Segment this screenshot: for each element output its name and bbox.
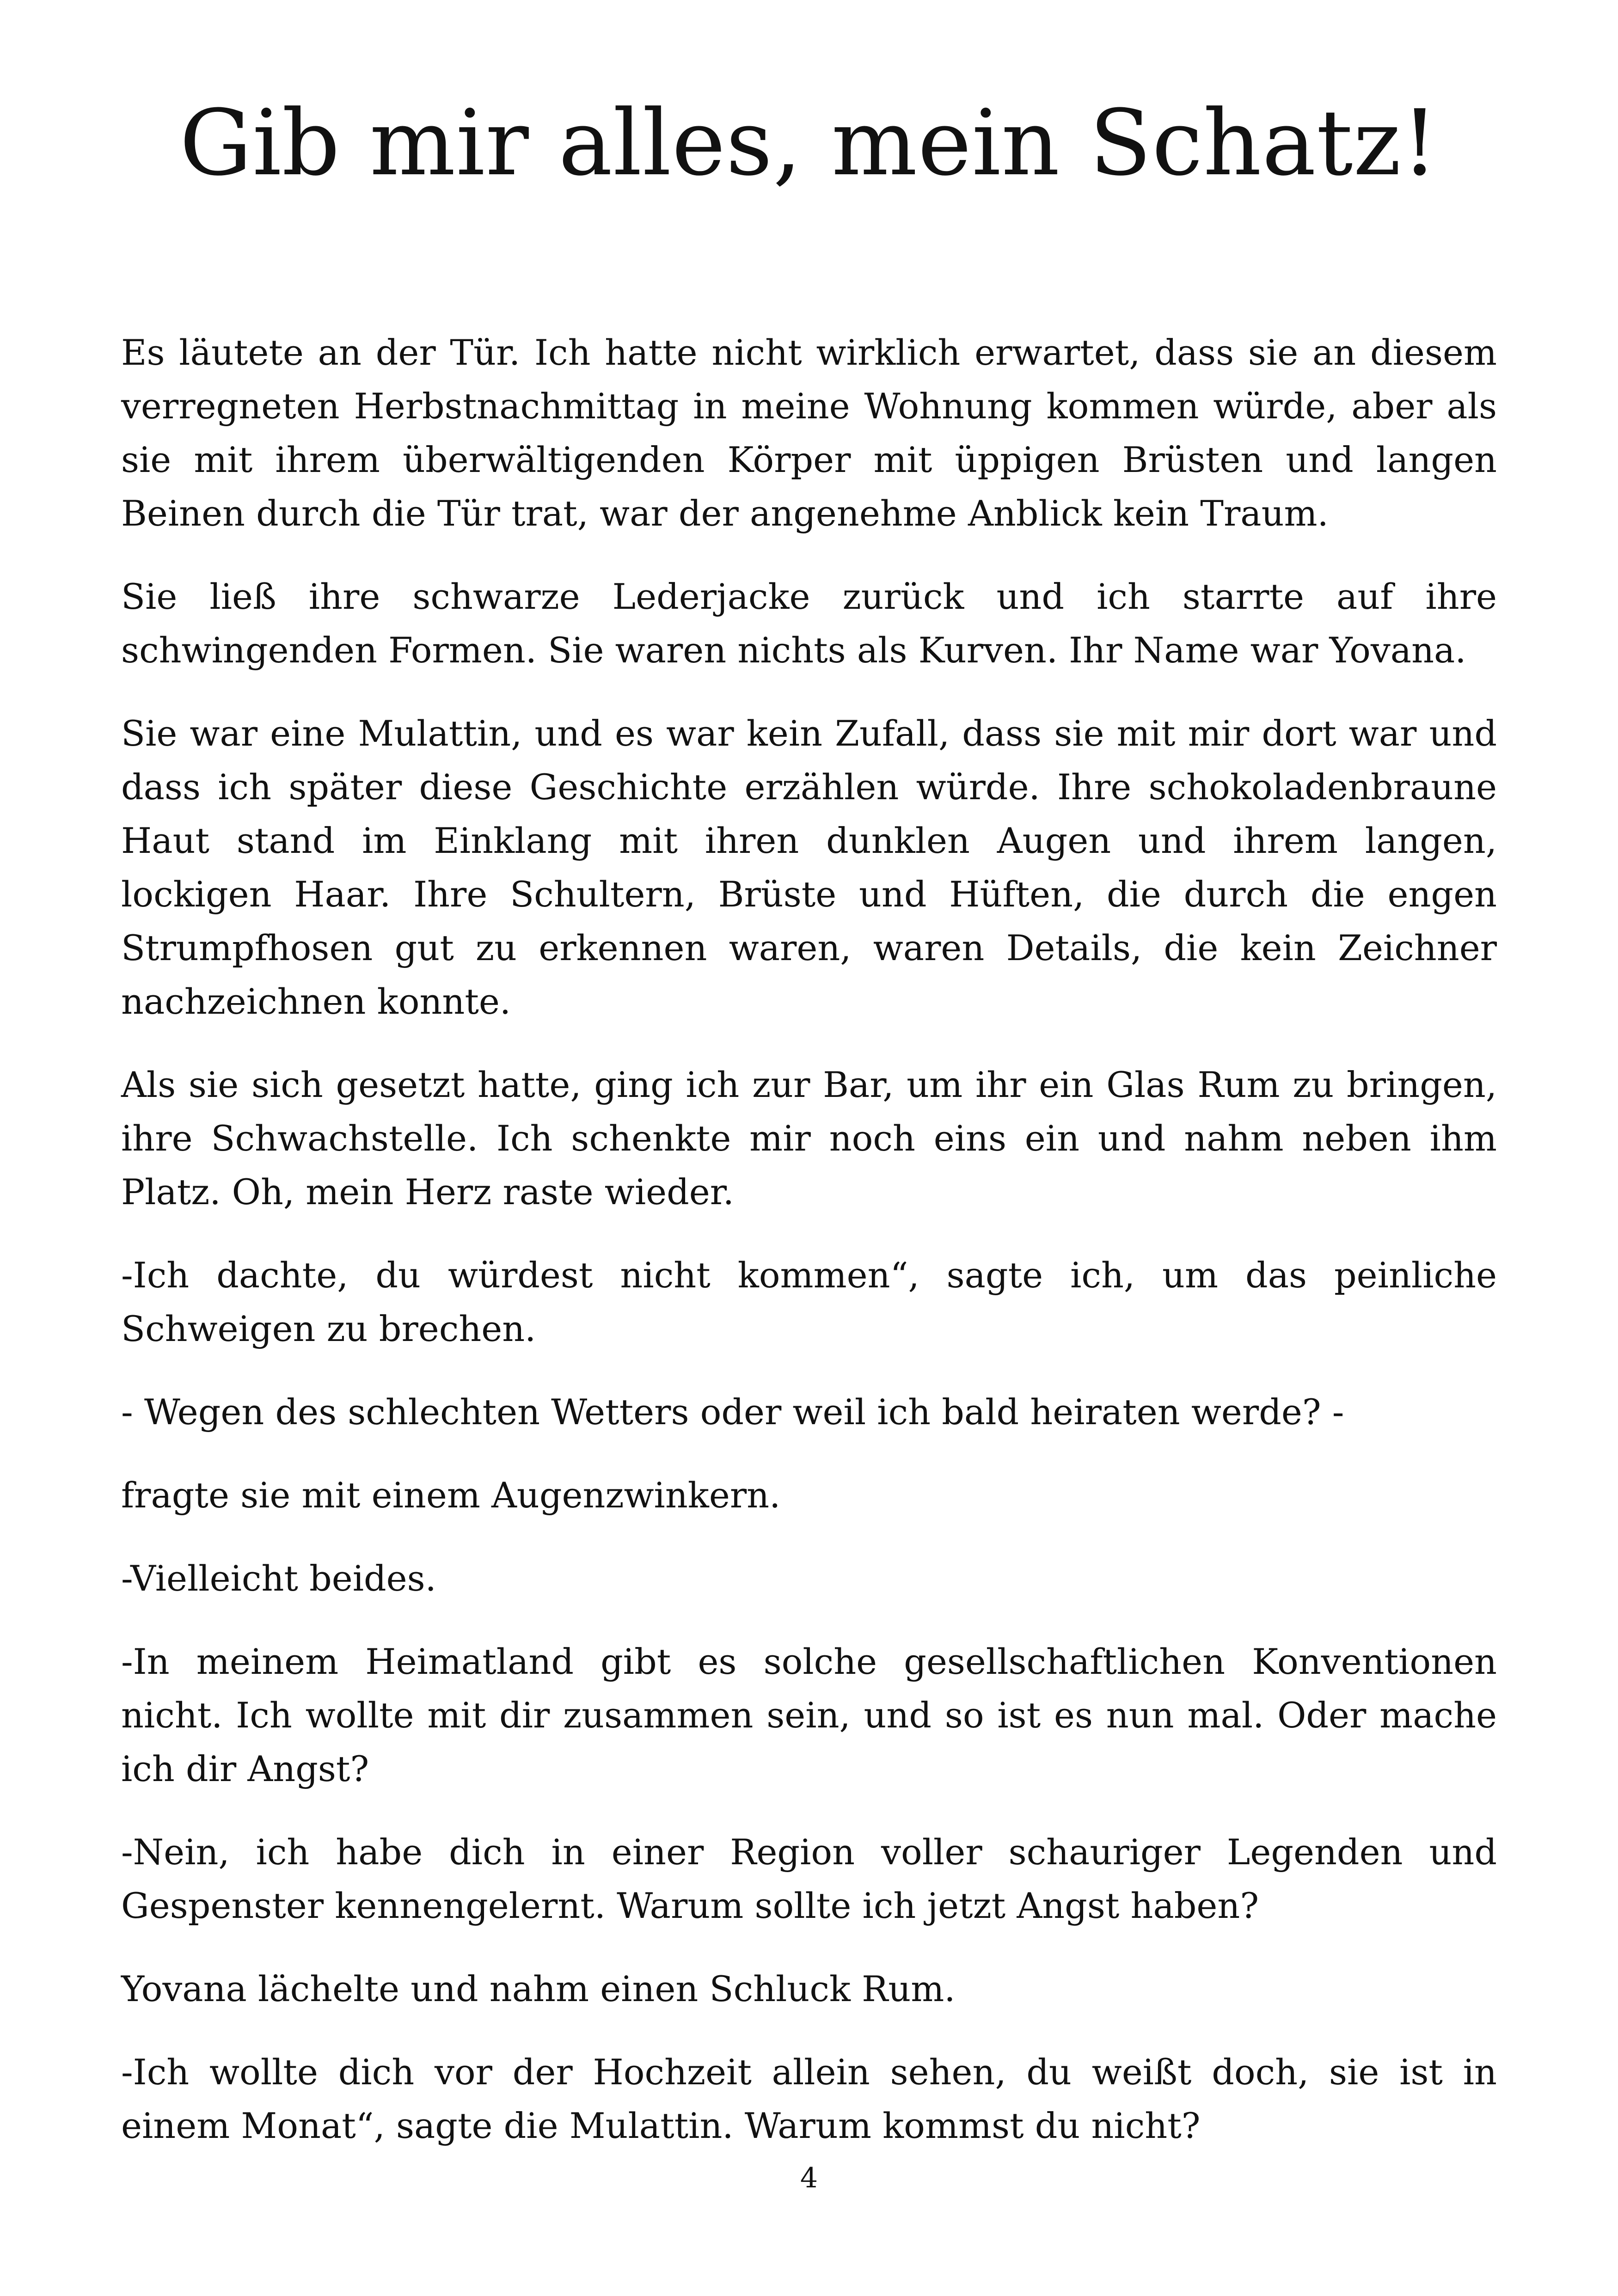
paragraph: -Ich dachte, du würdest nicht kommen“, sagte ich, um das peinliche Schweigen zu brechen. <box>121 1255 1497 1349</box>
paragraph: -Ich wollte dich vor der Hochzeit allein sehen, du weißt doch, sie ist in einem Monat“, sagte die Mulattin. Warum kommst du nicht? <box>121 2051 1497 2146</box>
paragraph: - Wegen des schlechten Wetters oder weil ich bald heiraten werde? - <box>121 1391 1344 1433</box>
paragraph: fragte sie mit einem Augenzwinkern. <box>121 1475 781 1516</box>
paragraph: -Vielleicht beides. <box>121 1558 436 1599</box>
paragraph: Sie ließ ihre schwarze Lederjacke zurück und ich starrte auf ihre schwingenden Formen. Sie waren nichts als Kurven. Ihr Name war Yovana. <box>121 576 1497 671</box>
paragraph: -Nein, ich habe dich in einer Region voller schauriger Legenden und Gespenster kennengelernt. Warum sollte ich jetzt Angst haben? <box>121 1831 1497 1926</box>
paragraph: -In meinem Heimatland gibt es solche gesellschaftlichen Konventionen nicht. Ich wollte mit dir zusammen sein, und so ist es nun mal. Oder mache ich dir Angst? <box>121 1641 1497 1789</box>
paragraph: Sie war eine Mulattin, und es war kein Zufall, dass sie mit mir dort war und dass ich später diese Geschichte erzählen würde. Ihre schokoladenbraune Haut stand im Einklang mit ihren dunklen Augen und ihrem langen, lockigen Haar. Ihre Schultern, Brüste und Hüften, die durch die engen Strumpfhosen gut zu erkennen waren, waren Details, die kein Zeichner nachzeichnen konnte. <box>121 713 1497 1022</box>
body-text <box>121 326 1497 2182</box>
page-title: Gib mir alles, mein Schatz! <box>179 91 1439 196</box>
paragraph: Yovana lächelte und nahm einen Schluck Rum. <box>121 1968 956 2009</box>
page-number: 4 <box>800 2162 818 2194</box>
paragraph: Es läutete an der Tür. Ich hatte nicht wirklich erwartet, dass sie an diesem verregneten Herbstnachmittag in meine Wohnung kommen würde, aber als sie mit ihrem überwältigenden Körper mit üppigen Brüsten und langen Beinen durch die Tür trat, war der angenehme Anblick kein Traum. <box>121 332 1497 534</box>
paragraph: Als sie sich gesetzt hatte, ging ich zur Bar, um ihr ein Glas Rum zu bringen, ihre Schwachstelle. Ich schenkte mir noch eins ein und nahm neben ihm Platz. Oh, mein Herz raste wieder. <box>121 1064 1497 1212</box>
